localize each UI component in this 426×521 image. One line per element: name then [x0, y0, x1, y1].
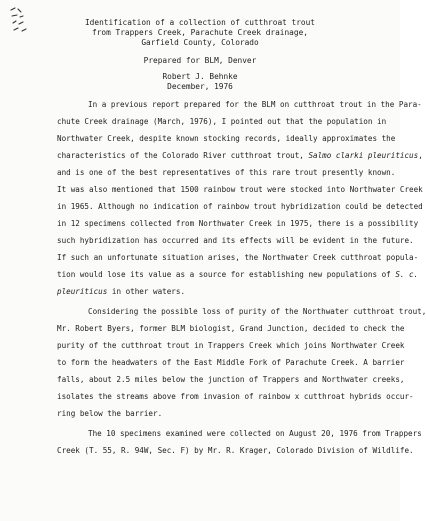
p1-line-8: in 12 specimens collected from Northwater Creek in 1975, there is a possibility — [57, 219, 419, 228]
p2-line-6: isolates the streams above from invasion of rainbow x cutthroat hybrids occur- — [57, 392, 414, 401]
p1-line-4 — [57, 151, 423, 161]
p1-line-6: It was also mentioned that 1500 rainbow trout were stocked into Northwater Creek — [57, 185, 423, 194]
doc-title-line-2: from Trappers Creek, Parachute Creek drainage, — [92, 28, 308, 37]
p1-line-7: in 1965. Although no indication of rainbow trout hybridization could be detected — [57, 202, 423, 211]
p2-line-4: to form the headwaters of the East Middle Fork of Parachute Creek. A barrier — [57, 358, 405, 367]
doc-title-line-1: Identification of a collection of cutthroat trout — [84, 18, 315, 27]
p1-line-11 — [57, 270, 418, 280]
p2-line-5: falls, about 2.5 miles below the junction of Trappers and Northwater creeks, — [57, 375, 405, 384]
p2-line-7: ring below the barrier. — [57, 409, 163, 418]
species-subspecies: pleuriticus — [57, 287, 108, 296]
p1-line-2: chute Creek drainage (March, 1976), I pointed out that the population in — [57, 117, 387, 126]
p1-line-5: and is one of the best representatives of this rare trout presently known. — [57, 168, 396, 177]
p2-line-2: Mr. Robert Byers, former BLM biologist, Grand Junction, decided to check the — [57, 324, 405, 333]
species-name: Salmo clarki pleuriticus — [308, 151, 419, 160]
p1-line-10: If such an unfortunate situation arises, the Northwater Creek cutthroat popula- — [57, 253, 419, 262]
p1-line-4-end: , — [418, 151, 423, 160]
author: Robert J. Behnke — [162, 72, 238, 81]
p2-line-3: purity of the cutthroat trout in Trappers Creek which joins Northwater Creek — [57, 341, 405, 350]
p1-line-12-text: in other waters. — [107, 287, 186, 296]
date: December, 1976 — [167, 82, 233, 91]
p1-line-3: Northwater Creek, despite known stocking records, ideally approximates the — [57, 134, 396, 143]
p1-line-12 — [57, 287, 185, 297]
doc-title-line-3: Garfield County, Colorado — [141, 38, 259, 47]
p2-line-1: Considering the possible loss of purity of the Northwater cutthroat trout, — [88, 307, 426, 316]
p3-line-1: The 10 specimens examined were collected on August 20, 1976 from Trappers — [88, 429, 422, 438]
p1-line-9: such hybridization has occurred and its effects will be evident in the future. — [57, 236, 414, 245]
p3-line-2: Creek (T. 55, R. 94W, Sec. F) by Mr. R. Krager, Colorado Division of Wildlife. — [57, 446, 414, 455]
prepared-for: Prepared for BLM, Denver — [143, 56, 257, 65]
p1-line-11-text: tion would lose its value as a source for establishing new populations of — [57, 270, 396, 279]
p1-line-1: In a previous report prepared for the BLM on cutthroat trout in the Para- — [88, 100, 422, 109]
species-abbrev: S. c. — [395, 270, 419, 279]
p1-line-4-text: characteristics of the Colorado River cutthroat trout, — [57, 151, 309, 160]
